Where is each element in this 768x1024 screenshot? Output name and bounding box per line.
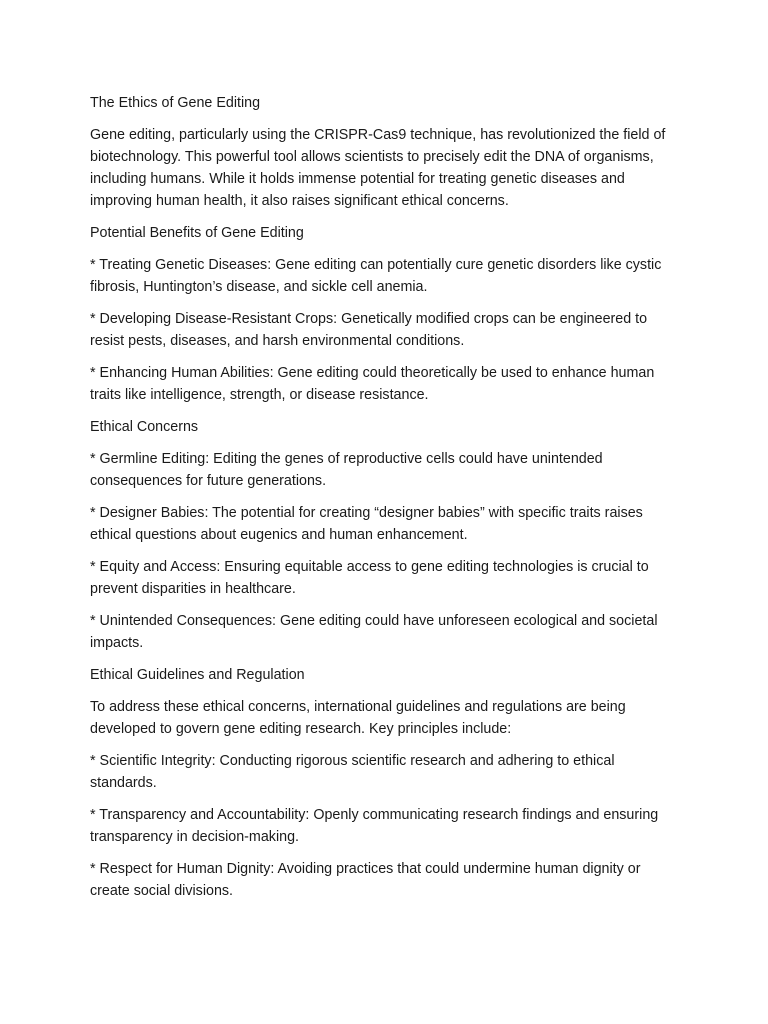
list-item: * Treating Genetic Diseases: Gene editing can potentially cure genetic disorders like cystic fibrosis, Huntington’s disease, and sickle cell anemia. [90, 257, 662, 295]
list-item: * Enhancing Human Abilities: Gene editing could theoretically be used to enhance human traits like intelligence, strength, or disease resistance. [90, 365, 655, 403]
list-item: * Developing Disease-Resistant Crops: Genetically modified crops can be engineered to resist pests, diseases, and harsh environmental conditions. [90, 311, 648, 349]
intro-paragraph: Gene editing, particularly using the CRISPR-Cas9 technique, has revolutionized the field of biotechnology. This powerful tool allows scientists to precisely edit the DNA of organisms, including humans. While it holds immense potential for treating genetic diseases and improving human health, it also raises significant ethical concerns. [90, 127, 666, 209]
section-heading-guidelines: Ethical Guidelines and Regulation [90, 667, 305, 683]
list-item: * Scientific Integrity: Conducting rigorous scientific research and adhering to ethical standards. [90, 753, 615, 791]
section-heading-concerns: Ethical Concerns [90, 419, 199, 435]
list-item: * Designer Babies: The potential for creating “designer babies” with specific traits raises ethical questions about eugenics and human enhancement. [90, 505, 643, 543]
list-item: * Transparency and Accountability: Openly communicating research findings and ensuring transparency in decision-making. [90, 807, 659, 845]
document-page [90, 92, 682, 912]
list-item: * Equity and Access: Ensuring equitable access to gene editing technologies is crucial to prevent disparities in healthcare. [90, 559, 649, 597]
section-heading-benefits: Potential Benefits of Gene Editing [90, 225, 304, 241]
guidelines-intro-paragraph: To address these ethical concerns, international guidelines and regulations are being developed to govern gene editing research. Key principles include: [90, 699, 626, 737]
list-item: * Unintended Consequences: Gene editing could have unforeseen ecological and societal impacts. [90, 613, 658, 651]
document-title: The Ethics of Gene Editing [90, 95, 261, 111]
list-item: * Germline Editing: Editing the genes of reproductive cells could have unintended consequences for future generations. [90, 451, 603, 489]
list-item: * Respect for Human Dignity: Avoiding practices that could undermine human dignity or create social divisions. [90, 861, 641, 899]
